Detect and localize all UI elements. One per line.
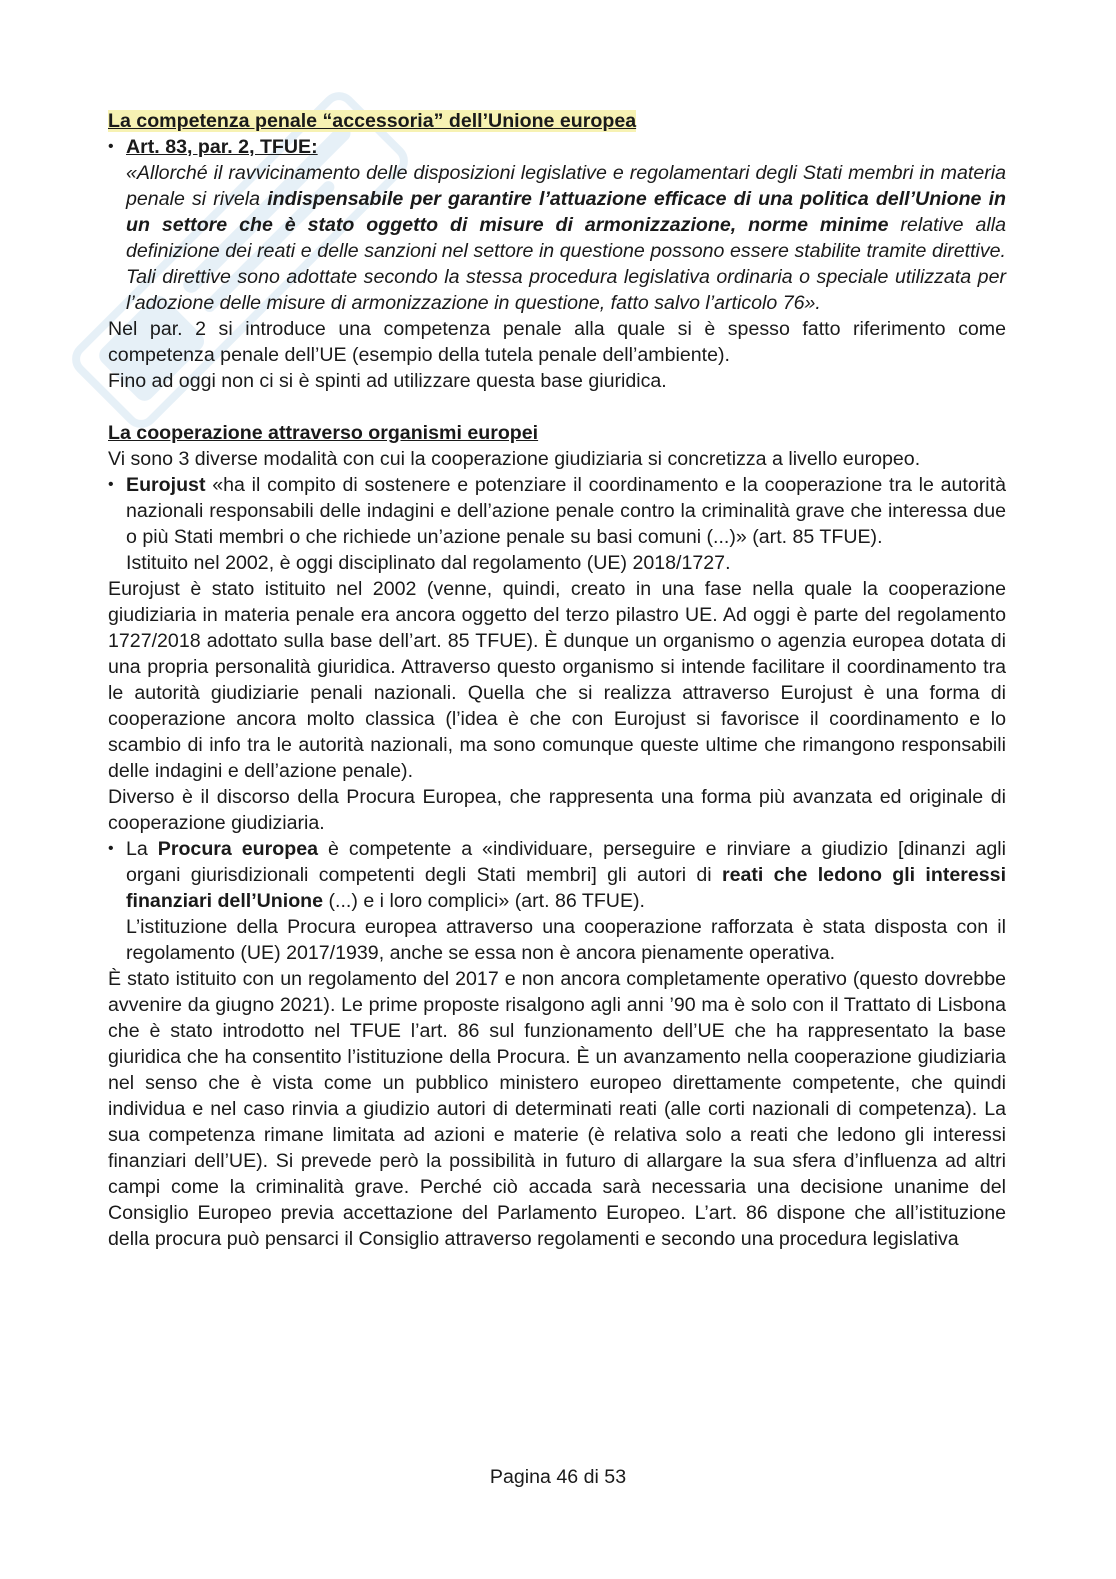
section-title-cooperazione: La cooperazione attraverso organismi europei [108,422,539,444]
section-title-competenza: La competenza penale “accessoria” dell’Unione europea [108,110,637,132]
bullet-eurojust: • Eurojust «ha il compito di sostenere e potenziare il coordinamento e la cooperazione tra le autorità nazionali responsabili delle indagini e dell’azione penale contro la criminalità grave che interessa due o più Stati membri o che richiede un’azione penale su basi comuni (...)» (art. 85 TFUE). Istituito nel 2002, è oggi disciplinato dal regolamento (UE) 2018/1727. [108,472,1006,576]
paragraph-procura: È stato istituito con un regolamento del 2017 e non ancora completamente operativo (questo dovrebbe avvenire da giugno 2021). Le prime proposte risalgono agli anni ’90 ma è solo con il Trattato di Lisbona che è stato introdotto nel TFUE l’art. 86 sul funzionamento dell’UE che ha rappresentato la base giuridica che ha consentito l’istituzione della Procura. È un avanzamento nella cooperazione giudiziaria nel senso che è vista come un pubblico ministero europeo direttamente competente, che quindi individua e nel caso rinvia a giudizio autori di determinati reati (alle corti nazionali di competenza). La sua competenza rimane limitata ad azioni e materie (è relativa solo a reati che ledono gli interessi finanziari dell’UE). Si prevede però la possibilità in futuro di allargare la sua sfera d’influenza ad altri campi come la criminalità grave. Perché ciò accada sarà necessaria una decisione unanime del Consiglio Europeo previa accettazione del Parlamento Europeo. L’art. 86 dispone che all’istituzione della procura può pensarci il Consiglio attraverso regolamenti e secondo una procedura legislativa [108,968,1006,1250]
bullet-art83 [108,134,1006,316]
procura-note: L’istituzione della Procura europea attraverso una cooperazione rafforzata è stata disposta con il regolamento (UE) 2017/1939, anche se essa non è ancora pienamente operativa. [126,916,1006,964]
eurojust-note: Istituito nel 2002, è oggi disciplinato dal regolamento (UE) 2018/1727. [126,552,731,574]
paragraph-par2: Nel par. 2 si introduce una competenza penale alla quale si è spesso fatto riferimento come competenza penale dell’UE (esempio della tutela penale dell’ambiente). [108,318,1006,366]
paragraph-base-giuridica: Fino ad oggi non ci si è spinti ad utilizzare questa base giuridica. [108,370,667,392]
article-ref: Art. 83, par. 2, TFUE: [126,136,318,158]
paragraph-procura-intro: Diverso è il discorso della Procura Europea, che rappresenta una forma più avanzata ed originale di cooperazione giudiziaria. [108,786,1006,834]
paragraph-eurojust: Eurojust è stato istituito nel 2002 (venne, quindi, creato in una fase nella quale la cooperazione giudiziaria in materia penale era ancora oggetto del terzo pilastro UE. Ad oggi è parte del regolamento 1727/2018 adottato sulla base dell’art. 85 TFUE). È dunque un organismo o agenzia europea dotata di una propria personalità giuridica. Attraverso questo organismo si intende facilitare il coordinamento tra le autorità giudiziarie penali nazionali. Quella che si realizza attraverso Eurojust è una forma di cooperazione ancora molto classica (l’idea è che con Eurojust si favorisce il coordinamento e lo scambio di info tra le autorità nazionali, ma sono comunque queste ultime che rimangono responsabili delle indagini e dell’azione penale). [108,578,1006,782]
art83-quote: «Allorché il ravvicinamento delle disposizioni legislative e regolamentari degli Stati membri in materia penale si rivela indispensabile per garantire l’attuazione efficace di una politica dell’Unione in un settore che è stato oggetto di misure di armonizzazione, norme minime relative alla definizione dei reati e delle sanzioni nel settore in questione possono essere stabilite tramite direttive. Tali direttive sono adottate secondo la stessa procedura legislativa ordinaria o speciale utilizzata per l’adozione delle misure di armonizzazione in questione, fatto salvo l’articolo 76». [126,162,1006,314]
paragraph-modalita: Vi sono 3 diverse modalità con cui la cooperazione giudiziaria si concretizza a livello europeo. [108,448,921,470]
page-number: Pagina 46 di 53 [489,1466,627,1488]
document-page [108,108,1006,1252]
bullet-procura: • La Procura europea è competente a «individuare, perseguire e rinviare a giudizio [dinanzi agli organi giurisdizionali competenti degli Stati membri] gli autori di reati che ledono gli interessi finanziari dell’Unione (...) e i loro complici» (art. 86 TFUE). L’istituzione della Procura europea attraverso una cooperazione rafforzata è stata disposta con il regolamento (UE) 2017/1939, anche se essa non è ancora pienamente operativa. [108,836,1006,966]
